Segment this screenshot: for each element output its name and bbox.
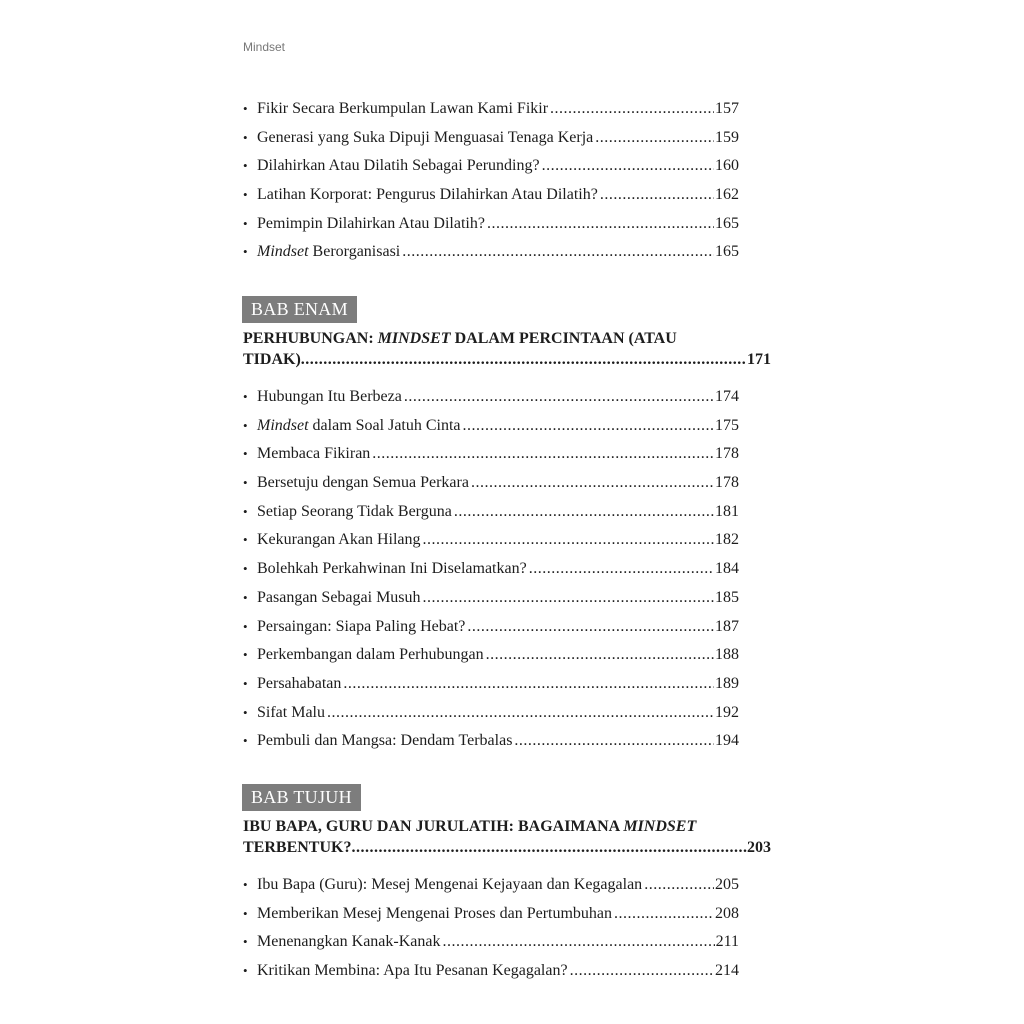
- toc-entry[interactable]: [243, 727, 739, 756]
- page-number: 189: [715, 674, 739, 692]
- page-number: 203: [747, 839, 771, 856]
- page-number: 211: [715, 933, 739, 951]
- bullet-icon: •: [243, 561, 248, 577]
- dot-leader: [341, 670, 714, 699]
- dot-leader: [593, 124, 714, 153]
- entry-title: Perkembangan dalam Perhubungan: [257, 646, 484, 664]
- bullet-icon: •: [243, 647, 248, 663]
- entry-title: Dilahirkan Atau Dilatih Sebagai Perunding?: [257, 157, 540, 175]
- entry-title: Latihan Korporat: Pengurus Dilahirkan Atau Dilatih?: [257, 186, 598, 204]
- dot-leader: [540, 152, 714, 181]
- toc-entry[interactable]: [243, 238, 739, 267]
- bullet-icon: •: [243, 215, 248, 231]
- entry-title: Pembuli dan Mangsa: Dendam Terbalas: [257, 732, 513, 750]
- page-number: 171: [747, 351, 771, 368]
- dot-leader: [400, 238, 714, 267]
- dot-leader: [461, 412, 714, 441]
- dot-leader: [402, 383, 714, 412]
- bullet-icon: •: [243, 675, 248, 691]
- toc-entry[interactable]: [243, 871, 739, 900]
- toc-entry[interactable]: [243, 613, 739, 642]
- bullet-icon: •: [243, 877, 248, 892]
- page-number: 194: [715, 732, 739, 750]
- dot-leader: [465, 613, 714, 642]
- dot-leader: [612, 900, 714, 929]
- page-number: 185: [715, 588, 739, 606]
- entry-title: Memberikan Mesej Mengenai Proses dan Pertumbuhan: [257, 904, 613, 922]
- entry-title: Fikir Secara Berkumpulan Lawan Kami Fikir: [257, 100, 549, 117]
- toc-entry[interactable]: [243, 526, 739, 555]
- page-number: 160: [715, 157, 739, 175]
- bullet-icon: •: [243, 244, 248, 260]
- page-number: 187: [715, 617, 739, 635]
- page-number: 162: [715, 186, 739, 204]
- dot-leader: [548, 95, 714, 124]
- toc-entry[interactable]: [243, 699, 739, 728]
- dot-leader: [485, 210, 714, 239]
- page-number: 178: [715, 474, 739, 492]
- bullet-icon: •: [243, 101, 248, 116]
- toc-list-chapter7: [243, 871, 739, 986]
- toc-entry[interactable]: [243, 928, 739, 957]
- bullet-icon: •: [243, 417, 248, 433]
- toc-entry[interactable]: [243, 584, 739, 613]
- bullet-icon: •: [243, 475, 248, 491]
- toc-entry[interactable]: [243, 383, 739, 412]
- dot-leader: [440, 928, 714, 957]
- running-head: Mindset: [243, 40, 286, 54]
- toc-list-chapter6: [243, 383, 739, 756]
- dot-leader: [421, 526, 714, 555]
- page-number: 175: [715, 416, 739, 434]
- page-number: 178: [715, 445, 739, 463]
- entry-title: Sifat Malu: [257, 703, 325, 721]
- toc-entry[interactable]: [243, 181, 739, 210]
- toc-entry[interactable]: [243, 555, 739, 584]
- page-number: 188: [715, 646, 739, 664]
- dot-leader: [469, 469, 714, 498]
- entry-title: Setiap Seorang Tidak Berguna: [257, 502, 452, 520]
- dot-leader: [325, 699, 714, 728]
- toc-entry[interactable]: [243, 670, 739, 699]
- entry-title: Kekurangan Akan Hilang: [257, 531, 421, 549]
- toc-entry[interactable]: [243, 210, 739, 239]
- page-number: 182: [715, 531, 739, 549]
- entry-title: Bersetuju dengan Semua Perkara: [257, 474, 469, 492]
- dot-leader: [527, 555, 714, 584]
- entry-title: Pasangan Sebagai Musuh: [257, 588, 421, 606]
- toc-entry[interactable]: [243, 124, 739, 153]
- chapter-label: BAB TUJUH: [242, 784, 361, 811]
- chapter-title[interactable]: PERHUBUNGAN: MINDSET DALAM PERCINTAAN (ATAU TIDAK) ..... 171: [243, 328, 771, 370]
- toc-entry[interactable]: [243, 95, 739, 124]
- bullet-icon: •: [243, 389, 248, 404]
- bullet-icon: •: [243, 187, 248, 203]
- toc-entry[interactable]: [243, 900, 739, 929]
- dot-leader: [370, 440, 714, 469]
- entry-title: Mindset Berorganisasi: [257, 243, 401, 261]
- entry-title: Ibu Bapa (Guru): Mesej Mengenai Kejayaan dan Kegagalan: [257, 876, 643, 893]
- entry-title: Persahabatan: [257, 674, 342, 692]
- bullet-icon: •: [243, 618, 248, 634]
- entry-title: Membaca Fikiran: [257, 445, 371, 463]
- dot-leader: [598, 181, 714, 210]
- dot-leader: [421, 584, 714, 613]
- page-number: 214: [715, 962, 739, 980]
- page-number: 165: [715, 243, 739, 261]
- page-number: 208: [715, 904, 739, 922]
- page-number: 205: [715, 876, 739, 893]
- dot-leader: [351, 837, 747, 858]
- bullet-icon: •: [243, 934, 248, 950]
- entry-title: Pemimpin Dilahirkan Atau Dilatih?: [257, 214, 485, 232]
- toc-list-top: [243, 95, 739, 267]
- bullet-icon: •: [243, 733, 248, 749]
- page-number: 174: [715, 388, 739, 405]
- bullet-icon: •: [243, 589, 248, 605]
- toc-entry[interactable]: [243, 412, 739, 441]
- dot-leader: [484, 641, 714, 670]
- entry-title: Mindset dalam Soal Jatuh Cinta: [257, 416, 461, 434]
- bullet-icon: •: [243, 532, 248, 548]
- bullet-icon: •: [243, 129, 248, 145]
- page-number: 184: [715, 560, 739, 578]
- dot-leader: [642, 871, 714, 900]
- entry-title: Kritikan Membina: Apa Itu Pesanan Kegagalan?: [257, 962, 568, 980]
- entry-title: Menenangkan Kanak-Kanak: [257, 933, 441, 951]
- entry-title: Bolehkah Perkahwinan Ini Diselamatkan?: [257, 560, 527, 578]
- toc-entry[interactable]: [243, 641, 739, 670]
- dot-leader: [301, 349, 747, 370]
- page-number: 192: [715, 703, 739, 721]
- chapter-title[interactable]: IBU BAPA, GURU DAN JURULATIH: BAGAIMANA MINDSET TERBENTUK? ..... 203: [243, 816, 771, 858]
- chapter-label: BAB ENAM: [242, 296, 357, 323]
- page-number: 181: [715, 502, 739, 520]
- page-number: 159: [715, 128, 739, 146]
- entry-title: Persaingan: Siapa Paling Hebat?: [257, 617, 466, 635]
- toc-entry[interactable]: [243, 957, 739, 986]
- bullet-icon: •: [243, 158, 248, 174]
- dot-leader: [568, 957, 714, 986]
- dot-leader: [512, 727, 714, 756]
- bullet-icon: •: [243, 905, 248, 921]
- toc-entry[interactable]: [243, 440, 739, 469]
- bullet-icon: •: [243, 446, 248, 462]
- bullet-icon: •: [243, 704, 248, 720]
- dot-leader: [452, 498, 714, 527]
- bullet-icon: •: [243, 503, 248, 519]
- bullet-icon: •: [243, 963, 248, 979]
- entry-title: Hubungan Itu Berbeza: [257, 388, 402, 405]
- toc-entry[interactable]: [243, 469, 739, 498]
- toc-entry[interactable]: [243, 152, 739, 181]
- toc-entry[interactable]: [243, 498, 739, 527]
- entry-title: Generasi yang Suka Dipuji Menguasai Tenaga Kerja: [257, 128, 594, 146]
- page-number: 165: [715, 214, 739, 232]
- page-number: 157: [715, 100, 739, 117]
